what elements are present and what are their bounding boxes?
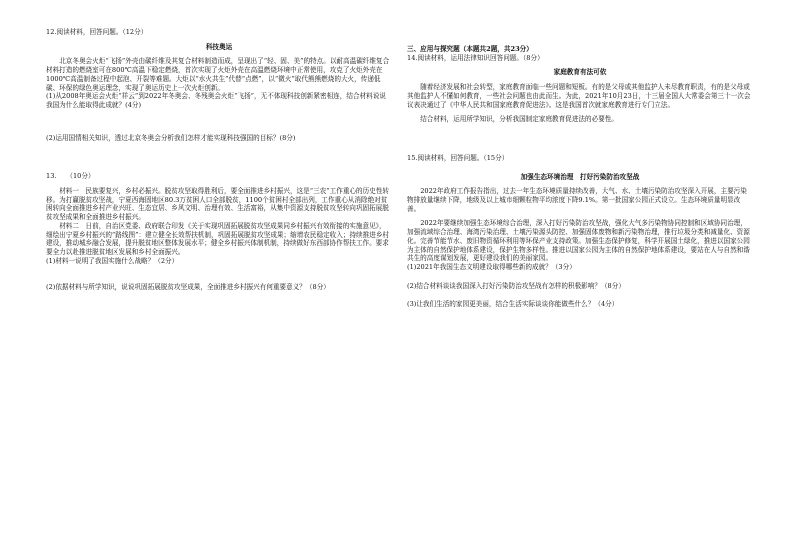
right-column xyxy=(407,45,753,309)
q14-title: 家庭教育有法可依 xyxy=(553,68,607,77)
q15-material2: 2022年要继续加强生态环境综合治理，深入打好污染防治攻坚战，强化大气多污染物协同控制和区域协同治理，加强流域综合治理、海湾污染治理、土壤污染源头防控、加强固体废物和新污染物治理，推行垃圾分类和减量化、资源化。完善节能节水、废旧物资循环利用等环保产业支持政策。加强生态保护修复，科学开展国土绿化，推进以国家公园为主体的自然保护地体系建设，保护生物多样性。推进以国家公园为主体的自然保护地体系建设，要站在人与自然和谐共生的高度谋划发展，更好建设我们的美丽家园。 xyxy=(407,219,750,263)
q13-sub2: (2)依据材料与所学知识，说说巩固拓展脱贫攻坚成果，全面推进乡村振兴有何重要意义？（8分） xyxy=(46,283,330,292)
q15-sub2: (2)结合材料谈谈我国深入打好污染防治攻坚战有怎样的积极影响？（8分） xyxy=(407,281,625,290)
q13-sub1: (1)材料一说明了我国实施什么战略？（2分） xyxy=(46,256,179,265)
q14-sub: 结合材料，运用所学知识，分析我国制定家庭教育促进法的必要性。 xyxy=(420,115,618,124)
q13-material2: 材料二 日前，自治区党委、政府联合印发《关于实现巩固拓展脱贫攻坚成果同乡村振兴有效衔接的实施意见》，细绘出宁夏乡村振兴的“路线图”：建立健全长效帮扶机制，巩固拓展脱贫攻坚成果；缩增农民稳定收入；持续推进乡村建设，推动城乡融合发展，提升脱贫地区整体发展水平；健全乡村振兴体制机制，持续做好东西部协作帮扶工作。要求要全力以赴推进脱贫地区发展和乡村全面振兴。 xyxy=(46,221,390,256)
section-header: 三、应用与探究题（本题共2题，共23分） xyxy=(407,45,533,53)
q14-material: 随着经济发展和社会转型，家庭教育面临一些问题和短板。有的是父母或其他监护人未尽教育职责，有的是父母或其他监护人不懂如何教育，一些社会问题也由此而生。为此，2021年10月23日，十三届全国人大常委会第三十一次会议表决通过了《中华人民共和国家庭教育促进法》。这是我国首次就家庭教育进行专门立法。 xyxy=(407,83,751,109)
q12-sub2: (2)运用国情相关知识，透过北京冬奥会分析我们怎样才能实现科技强国的目标？(8分) xyxy=(46,133,296,142)
q14-header: 14.阅读材料，运用法律知识回答问题。（8分） xyxy=(407,53,544,62)
q13-header: 13. （10分） xyxy=(46,172,95,181)
q15-title: 加强生态环境治理 打好污染防治攻坚战 xyxy=(520,172,640,181)
q15-sub3: (3)让我们生活的家园更美丽，结合生活实际谈谈你能做些什么？（4分） xyxy=(407,300,619,309)
q12-title: 科技奥运 xyxy=(205,42,233,51)
q12-header: 12.阅读材料，回答问题。（12分） xyxy=(46,28,148,36)
q12-material: 北京冬奥会火炬“飞扬”外壳由碳纤维及其复合材料制造而成，呈现出了“轻、固、美”的特点。以耐高温碳纤维复合材料打造的燃烧室可在800℃高温下稳定燃烧，首次实现了火炬外壳在高温燃烧环境中正常使用，攻克了火炬外壳在1000℃高温制备过程中起泡、开裂等难题。大炬以“水火共生”代替“点燃”，以“微火”取代熊熊燃烧的大火，传递低碳、环保的绿色奥运理念，实现了奥运历史上一次火炬创新。 xyxy=(46,57,390,92)
q15-material1: 2022年政府工作报告指出，过去一年生态环境质量持续改善，大气、水、土壤污染防治攻坚深入开展，主要污染物排放量继续下降，地级及以上城市细颗粒物平均浓度下降9.1%。第一批国家公园正式设立。生态环境质量明显改善。 xyxy=(407,187,747,213)
q15-sub1: (1)2021年我国生态文明建设取得哪些新的成就？（3分） xyxy=(407,262,576,271)
q13-material1: 材料一 民族要复兴，乡村必振兴。脱贫攻坚取得胜利后，要全面推进乡村振兴，这是“三农”工作重心的历史性转移。为打赢脱贫攻坚战，宁夏西海固地区80.3万贫困人口全部脱贫，1100个贫困村全部出列，工作重心从消除绝对贫困转向全面推进乡村产业兴旺、生态宜居、乡风文明、治理有效、生活富裕，从集中资源支持脱贫攻坚转向巩固拓展脱贫攻坚成果和全面推进乡村振兴。 xyxy=(46,187,390,222)
q15-header: 15.阅读材料，回答问题。（15分） xyxy=(407,153,509,162)
left-column xyxy=(46,28,392,292)
q12-sub1: (1)从2008年奥运会火炬“祥云”到2022年冬奥会、冬残奥会火炬“飞扬”，无不体现科技创新紧密相连，结合材料说说我国为什么能取得此成就？(4分) xyxy=(46,92,386,109)
